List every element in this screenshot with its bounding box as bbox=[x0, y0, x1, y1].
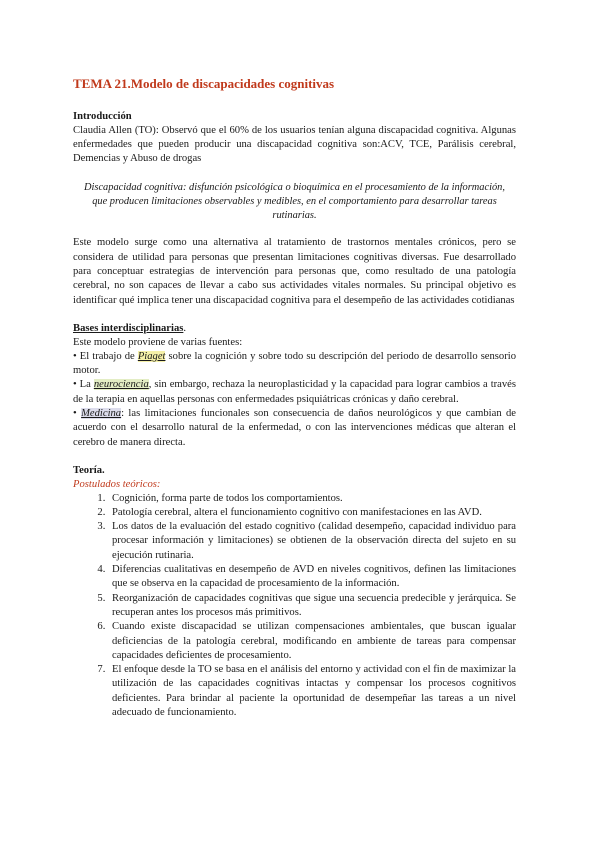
intro-section bbox=[73, 110, 516, 308]
list-item: • El trabajo de Piaget sobre la cognición y sobre todo su descripción del periodo de desarrollo sensorio motor. bbox=[73, 350, 516, 377]
term-neurociencia: neurociencia bbox=[93, 379, 149, 391]
term-medicina: Medicina bbox=[81, 408, 122, 420]
bases-heading: Bases interdisciplinarias. bbox=[73, 322, 187, 334]
list-item: 3. Los datos de la evaluación del estado cognitivo (calidad desempeño, capacidad individuo para procesar información y limitaciones) se obtienen de la observación directa del sujeto en su ejecución rutinaria. bbox=[108, 520, 516, 563]
bases-list bbox=[73, 350, 516, 450]
list-item: • La neurociencia, sin embargo, rechaza la neuroplasticidad y la capacidad para lograr cambios a través de la terapia en aquellas personas con enfermedades psiquiátricas crónicas y daño cerebral. bbox=[73, 379, 516, 405]
theory-section bbox=[73, 464, 516, 720]
theory-subtitle: Postulados teóricos: bbox=[73, 478, 161, 490]
list-item: 6. Cuando existe discapacidad se utilizan compensaciones ambientales, que buscan igualar deficiencias de la patología cerebral, modificando en ambiente de tareas para compensar capacidades deficientes de procesamiento. bbox=[108, 620, 516, 663]
list-item: 5. Reorganización de capacidades cognitivas que sigue una secuencia predecible y jerárquica. Se recuperan antes los procesos más primitivos. bbox=[108, 592, 516, 621]
list-item: • Medicina: las limitaciones funcionales son consecuencia de daños neurológicos y que cambian de acuerdo con el desarrollo natural de la enfermedad, o con las intervenciones médicas que alteran el cerebro de manera directa. bbox=[73, 408, 517, 448]
theory-heading: Teoría. bbox=[73, 464, 105, 476]
list-item: 2. Patología cerebral, altera el funcionamiento cognitivo con manifestaciones en las AVD. bbox=[108, 506, 516, 520]
page-title: TEMA 21.Modelo de discapacidades cognitivas bbox=[73, 76, 335, 91]
term-piaget: Piaget bbox=[137, 350, 166, 362]
bases-section bbox=[73, 322, 516, 450]
postulates-list bbox=[73, 492, 516, 721]
list-item: 7. El enfoque desde la TO se basa en el análisis del entorno y actividad con el fin de maximizar la utilización de las capacidades cognitivas intactas y compensar los procesos cognitivos deficientes. Para brindar al paciente la oportunidad de desempeñar las tareas a un nivel adecuado de funcionamiento. bbox=[108, 663, 516, 720]
intro-paragraph: Este modelo surge como una alternativa al tratamiento de trastornos mentales crónicos, pero se considera de utilidad para personas que presentan limitaciones cognitivas diversas. Fue desarrollado para conceptuar estrategias de intervención para personas que, como resultado de una patología cerebral, no son capaces de llevar a cabo sus actividades vitales normales. Su principal objetivo es identificar qué implica tener una discapacidad cognitiva para el desempeño de las actividades cotidianas bbox=[73, 237, 516, 306]
intro-text: Claudia Allen (TO): Observó que el 60% de los usuarios tenían alguna discapacidad cognitiva. Algunas enfermedades que pueden producir una discapacidad cognitiva son:ACV, TCE, Parálisis cerebral, Demencias y Abuso de drogas bbox=[73, 124, 516, 165]
list-item: 1. Cognición, forma parte de todos los comportamientos. bbox=[108, 492, 516, 506]
intro-heading: Introducción bbox=[73, 111, 132, 122]
bases-lead: Este modelo proviene de varias fuentes: bbox=[73, 336, 243, 348]
definition-quote: Discapacidad cognitiva: disfunción psicológica o bioquímica en el procesamiento de la información, que producen limitaciones observables y medibles, en el comportamiento para desarrollar tareas rutinarias. bbox=[84, 182, 505, 222]
list-item: 4. Diferencias cualitativas en desempeño de AVD en niveles cognitivos, definen las limitaciones que se observa en la capacidad de procesamiento de la información. bbox=[108, 563, 516, 592]
